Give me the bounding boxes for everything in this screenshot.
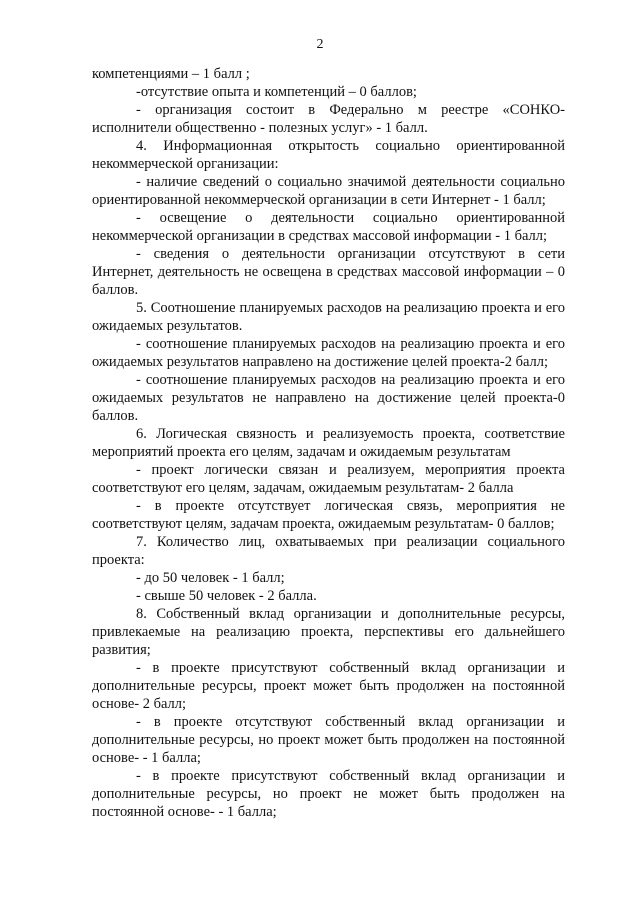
paragraph: - в проекте отсутствуют собственный вклад организации и дополнительные ресурсы, но проект может быть продолжен на постоянной основе- - 1 балла; [92, 714, 565, 766]
paragraph: - наличие сведений о социально значимой деятельности социально ориентированной некоммерческой организации в сети Интернет - 1 балл; [92, 174, 565, 208]
paragraph: - в проекте присутствуют собственный вклад организации и дополнительные ресурсы, проект может быть продолжен на постоянной основе- 2 балл; [92, 660, 565, 712]
paragraph: - соотношение планируемых расходов на реализацию проекта и его ожидаемых результатов не направлено на достижение целей проекта-0 баллов. [92, 372, 565, 424]
paragraph: - организация состоит в Федерально м реестре «СОНКО-исполнители общественно - полезных услуг» - 1 балл. [92, 102, 565, 136]
paragraph: - в проекте присутствуют собственный вклад организации и дополнительные ресурсы, но проект не может быть продолжен на постоянной основе- - 1 балла; [92, 768, 565, 820]
paragraph: 6. Логическая связность и реализуемость проекта, соответствие мероприятий проекта его целям, задачам и ожидаемым результатам [92, 426, 565, 460]
paragraph: 8. Собственный вклад организации и дополнительные ресурсы, привлекаемые на реализацию проекта, перспективы его дальнейшего развития; [92, 606, 565, 658]
paragraph: - проект логически связан и реализуем, мероприятия проекта соответствуют его целям, задачам, ожидаемым результатам- 2 балла [92, 462, 565, 496]
paragraph: -отсутствие опыта и компетенций – 0 баллов; [136, 84, 417, 100]
paragraph: - сведения о деятельности организации отсутствуют в сети Интернет, деятельность не освещена в средствах массовой информации – 0 баллов. [92, 246, 565, 298]
paragraph: - соотношение планируемых расходов на реализацию проекта и его ожидаемых результатов направлено на достижение целей проекта-2 балл; [92, 336, 565, 370]
document-body [92, 65, 565, 821]
paragraph: компетенциями – 1 балл ; [92, 66, 250, 82]
paragraph: - до 50 человек - 1 балл; [136, 570, 285, 586]
paragraph: 5. Соотношение планируемых расходов на реализацию проекта и его ожидаемых результатов. [92, 300, 565, 334]
paragraph: - свыше 50 человек - 2 балла. [136, 588, 317, 604]
paragraph: - в проекте отсутствует логическая связь, мероприятия не соответствуют целям, задачам проекта, ожидаемым результатам- 0 баллов; [92, 498, 565, 532]
page-number: 2 [316, 37, 324, 52]
paragraph: 7. Количество лиц, охватываемых при реализации социального проекта: [92, 534, 565, 568]
paragraph: 4. Информационная открытость социально ориентированной некоммерческой организации: [92, 138, 565, 172]
paragraph: - освещение о деятельности социально ориентированной некоммерческой организации в средствах массовой информации - 1 балл; [92, 210, 565, 244]
